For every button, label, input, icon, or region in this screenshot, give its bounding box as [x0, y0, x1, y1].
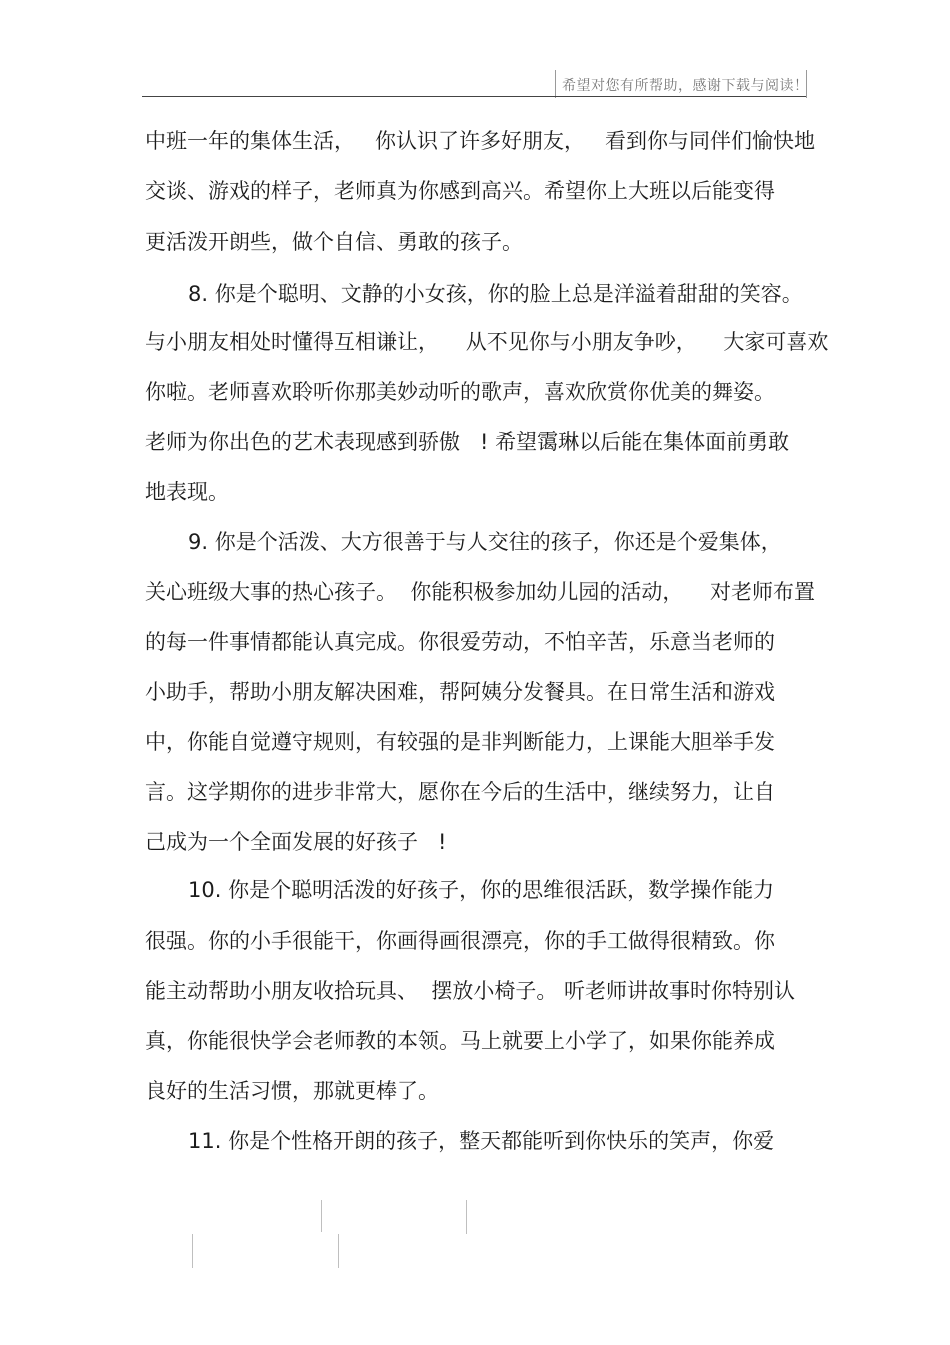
text-line: 良好的生活习惯，那就更棒了。: [145, 1079, 439, 1103]
header-banner: [555, 70, 807, 98]
text-line: 与小朋友相处时懂得互相谦让， 从不见你与小朋友争吵， 大家可喜欢: [145, 330, 829, 354]
text-line: 真，你能很快学会老师教的本领。马上就要上小学了，如果你能养成: [145, 1029, 775, 1053]
text-line: 交谈、游戏的样子，老师真为你感到高兴。希望你上大班以后能变得: [145, 179, 775, 203]
header-text: 希望对您有所帮助，感谢下载与阅读！: [562, 78, 809, 94]
divider-line: [321, 1200, 322, 1232]
text-line: 11. 你是个性格开朗的孩子，整天都能听到你快乐的笑声，你爱: [188, 1129, 775, 1153]
text-line: 9. 你是个活泼、大方很善于与人交往的孩子，你还是个爱集体，: [188, 530, 782, 554]
divider-line: [192, 1234, 193, 1268]
text-line: 地表现。: [145, 480, 229, 504]
text-line: 10. 你是个聪明活泼的好孩子，你的思维很活跃，数学操作能力: [188, 878, 775, 902]
header-rule: [142, 96, 806, 97]
text-line: 中，你能自觉遵守规则，有较强的是非判断能力，上课能大胆举手发: [145, 730, 775, 754]
text-line: 己成为一个全面发展的好孩子 !: [145, 830, 447, 854]
text-line: 言。这学期你的进步非常大，愿你在今后的生活中，继续努力，让自: [145, 780, 775, 804]
text-line: 老师为你出色的艺术表现感到骄傲 ! 希望霭琳以后能在集体面前勇敢: [145, 430, 790, 454]
text-line: 关心班级大事的热心孩子。 你能积极参加幼儿园的活动， 对老师布置: [145, 580, 816, 604]
text-line: 小助手，帮助小朋友解决困难，帮阿姨分发餐具。在日常生活和游戏: [145, 680, 775, 704]
text-line: 你啦。老师喜欢聆听你那美妙动听的歌声，喜欢欣赏你优美的舞姿。: [145, 380, 775, 404]
text-line: 更活泼开朗些，做个自信、勇敢的孩子。: [145, 230, 523, 254]
text-line: 8. 你是个聪明、文静的小女孩，你的脸上总是洋溢着甜甜的笑容。: [188, 282, 803, 306]
text-line: 中班一年的集体生活， 你认识了许多好朋友， 看到你与同伴们愉快地: [145, 129, 816, 153]
divider-line: [338, 1234, 339, 1268]
text-line: 能主动帮助小朋友收拾玩具、 摆放小椅子。 听老师讲故事时你特别认: [145, 979, 796, 1003]
text-line: 很强。你的小手很能干，你画得画很漂亮，你的手工做得很精致。你: [145, 929, 775, 953]
divider-line: [466, 1200, 467, 1234]
text-line: 的每一件事情都能认真完成。你很爱劳动，不怕辛苦，乐意当老师的: [145, 630, 775, 654]
